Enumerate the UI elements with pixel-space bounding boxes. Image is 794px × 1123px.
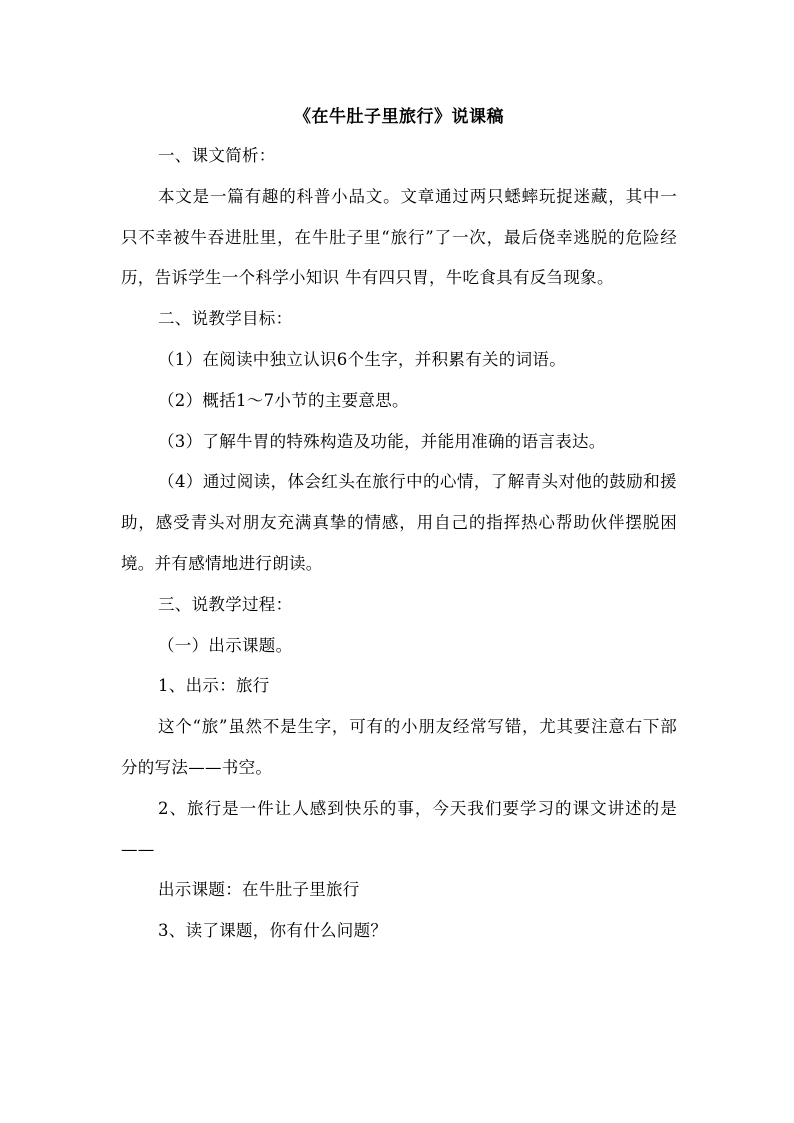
step-2: 2、旅行是一件让人感到快乐的事，今天我们要学习的课文讲述的是——: [121, 798, 677, 859]
goal-item-3: （3）了解牛胃的特殊构造及功能，并能用准确的语言表达。: [158, 431, 606, 451]
paragraph-character-note: 这个“旅”虽然不是生字，可有的小朋友经常写错，尤其要注意右下部分的写法——书空。: [121, 717, 677, 777]
section-heading-lesson-analysis: 一、课文简析：: [158, 146, 276, 165]
subsection-heading-show-title: （一）出示课题。: [158, 635, 293, 655]
paragraph-lesson-analysis: 本文是一篇有趣的科普小品文。文章通过两只蟋蟀玩捉迷藏，其中一只不幸被牛吞进肚里，在牛肚子里“旅行”了一次，最后侥幸逃脱的危险经历，告诉学生一个科学小知识 牛有四只胃，牛吃食具有反刍现象。: [121, 186, 677, 288]
paragraph-show-title: 出示课题：在牛肚子里旅行: [158, 880, 360, 900]
document-title: 《在牛肚子里旅行》说课稿: [294, 107, 504, 127]
section-heading-teaching-goals: 二、说教学目标：: [158, 309, 293, 329]
document-page: [121, 98, 677, 952]
step-3: 3、读了课题，你有什么问题？: [158, 921, 388, 941]
goal-item-1: （1）在阅读中独立认识6个生字，并积累有关的词语。: [158, 349, 566, 369]
goal-item-2: （2）概括1～7小节的主要意思。: [158, 390, 409, 410]
step-1: 1、出示：旅行: [158, 676, 270, 696]
goal-item-4: （4）通过阅读，体会红头在旅行中的心情，了解青头对他的鼓励和援助，感受青头对朋友充满真挚的情感，用自己的指挥热心帮助伙伴摆脱困境。并有感情地进行朗读。: [121, 472, 677, 573]
section-heading-teaching-process: 三、说教学过程：: [158, 594, 293, 614]
